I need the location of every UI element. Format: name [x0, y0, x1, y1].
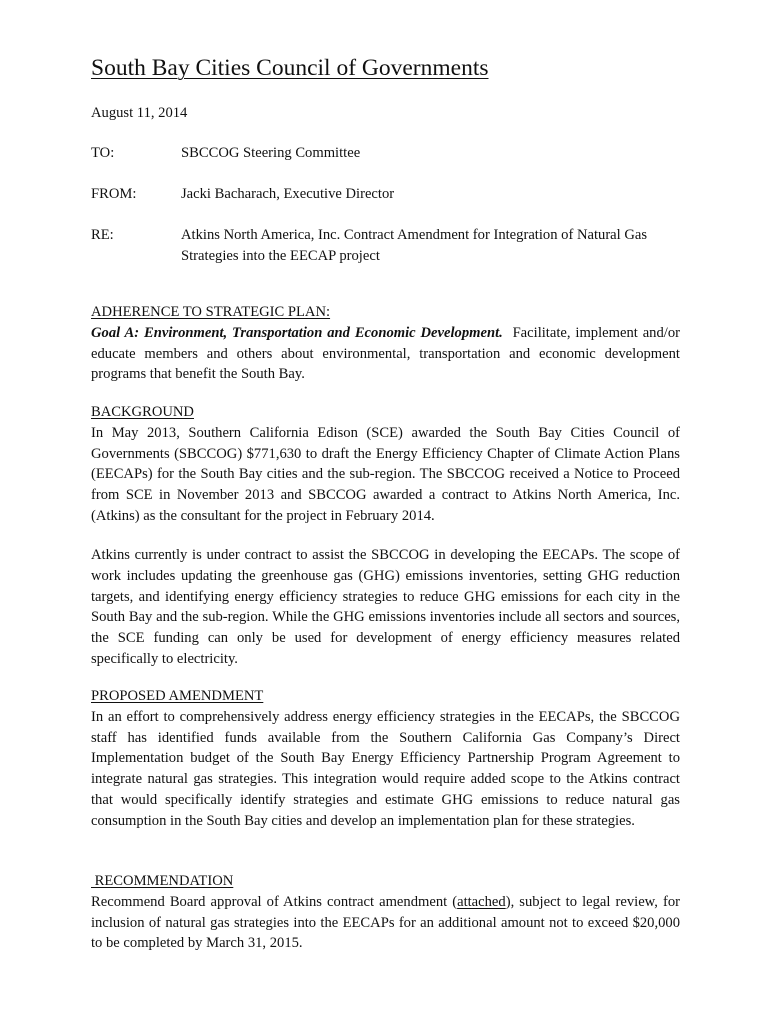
adherence-paragraph	[91, 323, 680, 385]
background-paragraph-2: Atkins currently is under contract to assist the SBCCOG in developing the EECAPs. The scope of work includes updating the greenhouse gas (GHG) emissions inventories, setting GHG reduction targets, and identifying energy efficiency strategies to reduce GHG emissions for each city in the South Bay and the sub-region. While the GHG emissions inventories include all sectors and sources, the SCE funding can only be used for development of energy efficiency measures related specifically to electricity.	[91, 547, 680, 667]
recommendation-paragraph	[91, 892, 680, 954]
proposed-amendment-paragraph: In an effort to comprehensively address energy efficiency strategies in the EECAPs, the SBCCOG staff has identified funds available from the Southern California Gas Company’s Direct Implementation budget of the South Bay Energy Efficiency Partnership Program Agreement to integrate natural gas strategies. This integration would require added scope to the Atkins contract that would specifically identify strategies and estimate GHG emissions to reduce natural gas consumption in the South Bay cities and develop an implementation plan for these strategies.	[91, 708, 680, 829]
memo-re-label: RE:	[91, 227, 114, 243]
memo-to-value: SBCCOG Steering Committee	[181, 145, 361, 161]
proposed-amendment-heading: PROPOSED AMENDMENT	[91, 688, 264, 704]
goal-label: Goal A: Environment, Transportation and Economic Development.	[91, 324, 503, 341]
recommendation-text-before: Recommend Board approval of Atkins contract amendment (	[91, 893, 458, 910]
adherence-heading: ADHERENCE TO STRATEGIC PLAN:	[91, 304, 331, 320]
memo-to-label: TO:	[91, 145, 115, 161]
background-paragraph-1: In May 2013, Southern California Edison (SCE) awarded the South Bay Cities Council of Governments (SBCCOG) $771,630 to draft the Energy Efficiency Chapter of Climate Action Plans (EECAPs) for the South Bay cities and the sub-region. The SBCCOG received a Notice to Proceed from SCE in November 2013 and SBCCOG awarded a contract to Atkins North America, Inc. (Atkins) as the consultant for the project in February 2014.	[91, 424, 680, 524]
goal-text: Facilitate, implement and/or educate members and others about environmental, transportation and economic development programs that benefit the South Bay.	[91, 324, 680, 383]
memo-date: August 11, 2014	[91, 105, 188, 121]
memo-from-value: Jacki Bacharach, Executive Director	[181, 186, 395, 202]
background-section	[91, 402, 680, 527]
recommendation-section	[91, 871, 680, 954]
recommendation-heading: RECOMMENDATION	[91, 873, 234, 889]
proposed-amendment-section	[91, 686, 680, 831]
attached-link[interactable]: attached	[457, 893, 506, 910]
document-title: South Bay Cities Council of Governments	[91, 55, 489, 81]
memo-from-label: FROM:	[91, 186, 137, 202]
memo-re-value: Atkins North America, Inc. Contract Amendment for Integration of Natural Gas Strategies into the EECAP project	[181, 227, 648, 264]
recommendation-text-after: ), subject to legal review, for inclusion of natural gas strategies into the EECAPs for an additional amount not to exceed $20,000 to be completed by March 31, 2015.	[91, 893, 680, 952]
background-section-2	[91, 545, 680, 670]
background-heading: BACKGROUND	[91, 404, 194, 420]
adherence-section	[91, 302, 680, 385]
